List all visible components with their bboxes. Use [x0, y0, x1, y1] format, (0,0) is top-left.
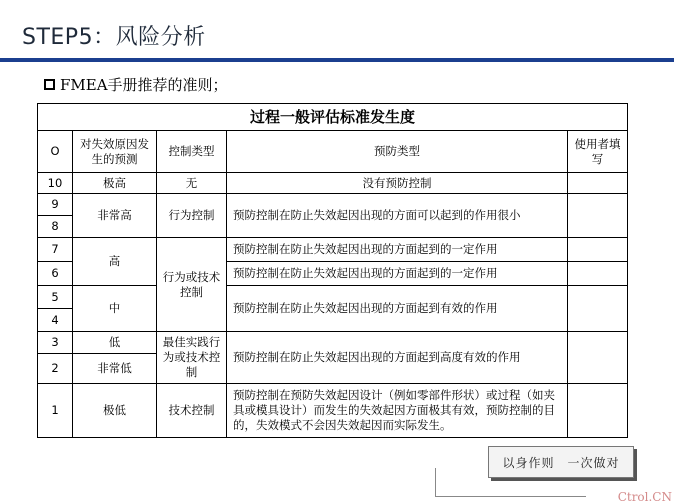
cause-value: 非常低 [73, 354, 157, 384]
table-row [38, 173, 628, 194]
table-row [38, 384, 628, 438]
control-value: 行为控制 [157, 194, 227, 238]
header-user: 使用者填写 [568, 131, 628, 173]
prevention-value: 没有预防控制 [227, 173, 568, 194]
o-value: 8 [38, 216, 73, 238]
prevention-value: 预防控制在防止失效起因出现的方面起到有效的作用 [227, 286, 568, 332]
occurrence-table [37, 103, 628, 438]
watermark: Ctrol.CN [617, 490, 672, 504]
cause-value: 极低 [73, 384, 157, 438]
checkbox-bullet-icon [44, 79, 55, 90]
subtitle [44, 74, 228, 95]
header-control-type: 控制类型 [157, 131, 227, 173]
control-value: 最佳实践行为或技术控制 [157, 332, 227, 384]
user-cell[interactable] [568, 194, 628, 238]
user-cell[interactable] [568, 262, 628, 286]
motto-stamp: 以身作则 一次做对 [488, 446, 634, 478]
table-row [38, 332, 628, 354]
o-value: 10 [38, 173, 73, 194]
cause-value: 低 [73, 332, 157, 354]
table-row [38, 238, 628, 262]
user-cell[interactable] [568, 173, 628, 194]
table-caption: 过程一般评估标准发生度 [38, 104, 628, 131]
o-value: 1 [38, 384, 73, 438]
cause-value: 中 [73, 286, 157, 332]
o-value: 6 [38, 262, 73, 286]
o-value: 5 [38, 286, 73, 309]
user-cell[interactable] [568, 238, 628, 262]
subtitle-text: FMEA手册推荐的准则； [60, 76, 228, 94]
prevention-value: 预防控制在预防失效起因设计（例如零部件形状）或过程（如夹具或模具设计）而发生的失效起因方面极其有效，预防控制的目的，失效模式不会因失效起因而实际发生。 [227, 384, 568, 438]
cause-value: 极高 [73, 173, 157, 194]
table-header-row [38, 131, 628, 173]
table-row [38, 194, 628, 216]
cause-value: 高 [73, 238, 157, 286]
control-value: 行为或技术控制 [157, 238, 227, 332]
prevention-value: 预防控制在防止失效起因出现的方面起到高度有效的作用 [227, 332, 568, 384]
o-value: 4 [38, 309, 73, 332]
user-cell[interactable] [568, 332, 628, 384]
title-underline [0, 58, 674, 62]
page-title: STEP5：风险分析 [22, 25, 206, 50]
header-o: O [38, 131, 73, 173]
o-value: 7 [38, 238, 73, 262]
cause-value: 非常高 [73, 194, 157, 238]
prevention-value: 预防控制在防止失效起因出现的方面可以起到的作用很小 [227, 194, 568, 238]
control-value: 无 [157, 173, 227, 194]
table-row [38, 286, 628, 309]
control-value: 技术控制 [157, 384, 227, 438]
header-prevention-type: 预防类型 [227, 131, 568, 173]
header-cause: 对失效原因发生的预测 [73, 131, 157, 173]
o-value: 9 [38, 194, 73, 216]
prevention-value: 预防控制在防止失效起因出现的方面起到的一定作用 [227, 262, 568, 286]
user-cell[interactable] [568, 384, 628, 438]
user-cell[interactable] [568, 286, 628, 332]
o-value: 3 [38, 332, 73, 354]
prevention-value: 预防控制在防止失效起因出现的方面起到的一定作用 [227, 238, 568, 262]
table-caption-row [38, 104, 628, 131]
o-value: 2 [38, 354, 73, 384]
